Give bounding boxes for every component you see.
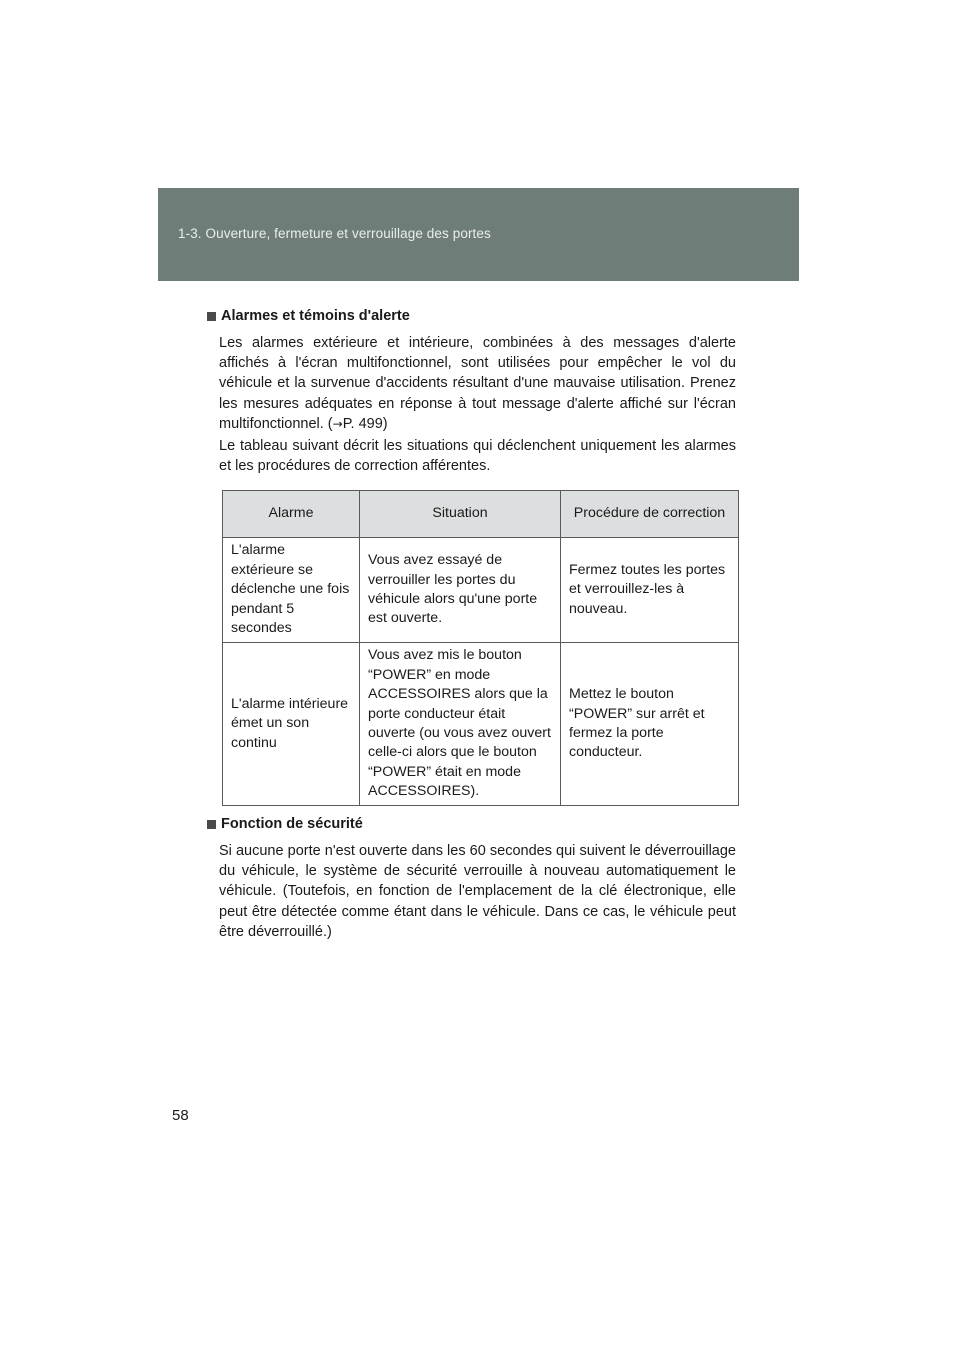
arrow-right-icon: → [332, 416, 343, 431]
alarm-paragraph-1-text: Les alarmes extérieure et intérieure, combinées à des messages d'alerte affichés à l'écran multifonctionnel, sont utilisées pour empêcher le vol du véhicule et la survenue d'accidents résultant d'une mauvaise utilisation. Prenez les mesures adéquates en réponse à tout message d'alerte affiché sur l'écran multifonctionnel. ( [219, 335, 736, 432]
table-cell: Mettez le bouton “POWER” sur arrêt et fermez la porte conducteur. [561, 643, 739, 806]
table-header-situation: Situation [360, 491, 561, 538]
chapter-header-band [158, 188, 799, 281]
table-header-alarme: Alarme [223, 491, 360, 538]
section-title: 1-3. Ouverture, fermeture et verrouillage des portes [178, 226, 491, 241]
table-header-row [223, 491, 739, 538]
alarm-table [222, 490, 739, 806]
security-heading-text: Fonction de sécurité [221, 816, 363, 832]
security-paragraph: Si aucune porte n'est ouverte dans les 60 secondes qui suivent le déverrouillage du véhicule, le système de sécurité verrouille à nouveau automatiquement le véhicule. (Toutefois, en fonction de l'emplacement de la clé électronique, elle peut être détectée comme étant dans le véhicule. Dans ce cas, le véhicule peut être déverrouillé.) [219, 843, 736, 940]
table-row [223, 538, 739, 643]
alarm-paragraph-1 [219, 333, 736, 434]
square-bullet-icon [207, 312, 216, 321]
alarm-heading-text: Alarmes et témoins d'alerte [221, 308, 410, 324]
alarm-section-heading [207, 308, 410, 324]
page-number: 58 [172, 1107, 189, 1124]
alarm-paragraph-2: Le tableau suivant décrit les situations qui déclenchent uniquement les alarmes et les procédures de correction afférentes. [219, 438, 736, 475]
security-section-heading [207, 816, 363, 832]
table-cell: Fermez toutes les portes et verrouillez-les à nouveau. [561, 538, 739, 643]
table-row [223, 643, 739, 806]
table-cell: Vous avez mis le bouton “POWER” en mode ACCESSOIRES alors que la porte conducteur était ouverte (ou vous avez ouvert celle-ci alors que le bouton “POWER” était en mode ACCESSOIRES). [360, 643, 561, 806]
table-cell: L'alarme extérieure se déclenche une fois pendant 5 secondes [223, 538, 360, 643]
square-bullet-icon [207, 820, 216, 829]
table-cell: L'alarme intérieure émet un son continu [223, 643, 360, 806]
page-reference: P. 499) [342, 415, 388, 432]
table-header-procedure: Procédure de correction [561, 491, 739, 538]
table-cell: Vous avez essayé de verrouiller les portes du véhicule alors qu'une porte est ouverte. [360, 538, 561, 643]
